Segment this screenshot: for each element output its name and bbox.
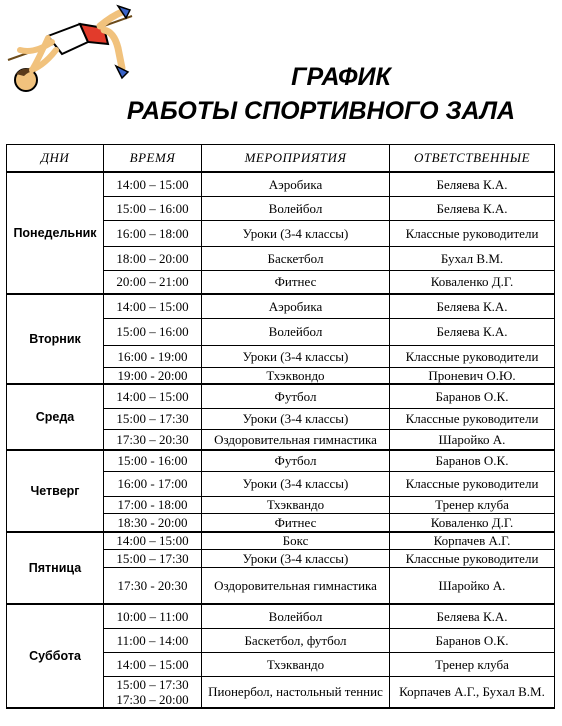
time-cell: 14:00 – 15:00 xyxy=(104,294,202,318)
event-cell: Волейбол xyxy=(202,604,390,628)
event-cell: Аэробика xyxy=(202,172,390,196)
time-cell: 16:00 - 17:00 xyxy=(104,471,202,496)
responsible-cell: Беляева К.А. xyxy=(390,318,555,345)
event-cell: Волейбол xyxy=(202,318,390,345)
table-row xyxy=(7,384,555,408)
event-cell: Баскетбол xyxy=(202,246,390,270)
responsible-cell: Коваленко Д.Г. xyxy=(390,513,555,532)
event-cell: Оздоровительная гимнастика xyxy=(202,567,390,604)
time-cell: 19:00 - 20:00 xyxy=(104,367,202,384)
time-cell: 15:00 – 16:00 xyxy=(104,196,202,220)
event-cell: Фитнес xyxy=(202,513,390,532)
responsible-cell: Шаройко А. xyxy=(390,567,555,604)
time-cell: 16:00 – 18:00 xyxy=(104,220,202,246)
day-name: Среда xyxy=(7,384,104,450)
header-events: МЕРОПРИЯТИЯ xyxy=(202,145,390,173)
table-row xyxy=(7,604,555,628)
time-cell: 15:00 – 17:30 17:30 – 20:00 xyxy=(104,676,202,708)
time-cell: 10:00 – 11:00 xyxy=(104,604,202,628)
event-cell: Уроки (3-4 классы) xyxy=(202,549,390,567)
responsible-cell: Классные руководители xyxy=(390,549,555,567)
title-line-1: ГРАФИК xyxy=(291,63,391,91)
table-row xyxy=(7,294,555,318)
event-cell: Бокс xyxy=(202,532,390,549)
event-cell: Баскетбол, футбол xyxy=(202,628,390,652)
responsible-cell: Классные руководители xyxy=(390,220,555,246)
time-cell: 18:00 – 20:00 xyxy=(104,246,202,270)
event-cell: Фитнес xyxy=(202,270,390,294)
responsible-cell: Корпачев А.Г. xyxy=(390,532,555,549)
event-cell: Тхэквондо xyxy=(202,367,390,384)
time-cell: 15:00 – 17:30 xyxy=(104,408,202,429)
responsible-cell: Баранов О.К. xyxy=(390,450,555,471)
responsible-cell: Проневич О.Ю. xyxy=(390,367,555,384)
responsible-cell: Беляева К.А. xyxy=(390,604,555,628)
title-line-2: РАБОТЫ СПОРТИВНОГО ЗАЛА xyxy=(126,97,516,125)
header-days: ДНИ xyxy=(7,145,104,173)
table-row xyxy=(7,450,555,471)
responsible-cell: Шаройко А. xyxy=(390,429,555,450)
header-time: ВРЕМЯ xyxy=(104,145,202,173)
time-cell: 15:00 - 16:00 xyxy=(104,450,202,471)
responsible-cell: Классные руководители xyxy=(390,408,555,429)
event-cell: Тхэквандо xyxy=(202,496,390,513)
header-responsible: ОТВЕТСТВЕННЫЕ xyxy=(390,145,555,173)
time-cell: 14:00 – 15:00 xyxy=(104,652,202,676)
time-cell: 11:00 – 14:00 xyxy=(104,628,202,652)
event-cell: Футбол xyxy=(202,384,390,408)
responsible-cell: Коваленко Д.Г. xyxy=(390,270,555,294)
responsible-cell: Беляева К.А. xyxy=(390,294,555,318)
event-cell: Аэробика xyxy=(202,294,390,318)
event-cell: Оздоровительная гимнастика xyxy=(202,429,390,450)
time-cell: 15:00 – 17:30 xyxy=(104,549,202,567)
responsible-cell: Тренер клуба xyxy=(390,496,555,513)
responsible-cell: Классные руководители xyxy=(390,345,555,367)
time-cell: 16:00 - 19:00 xyxy=(104,345,202,367)
time-cell: 14:00 – 15:00 xyxy=(104,172,202,196)
day-name: Понедельник xyxy=(7,172,104,294)
responsible-cell: Баранов О.К. xyxy=(390,628,555,652)
responsible-cell: Классные руководители xyxy=(390,471,555,496)
table-row xyxy=(7,172,555,196)
event-cell: Пионербол, настольный теннис xyxy=(202,676,390,708)
event-cell: Тхэквандо xyxy=(202,652,390,676)
day-name: Пятница xyxy=(7,532,104,604)
table-row xyxy=(7,532,555,549)
event-cell: Волейбол xyxy=(202,196,390,220)
event-cell: Уроки (3-4 классы) xyxy=(202,408,390,429)
time-cell: 14:00 – 15:00 xyxy=(104,532,202,549)
time-cell: 15:00 – 16:00 xyxy=(104,318,202,345)
event-cell: Уроки (3-4 классы) xyxy=(202,345,390,367)
time-cell: 20:00 – 21:00 xyxy=(104,270,202,294)
day-name: Вторник xyxy=(7,294,104,384)
header-row xyxy=(7,145,555,173)
schedule-table xyxy=(6,144,555,709)
responsible-cell: Корпачев А.Г., Бухал В.М. xyxy=(390,676,555,708)
time-cell: 17:30 – 20:30 xyxy=(104,429,202,450)
responsible-cell: Бухал В.М. xyxy=(390,246,555,270)
event-cell: Футбол xyxy=(202,450,390,471)
responsible-cell: Тренер клуба xyxy=(390,652,555,676)
time-cell: 17:00 - 18:00 xyxy=(104,496,202,513)
time-cell: 18:30 - 20:00 xyxy=(104,513,202,532)
time-cell: 14:00 – 15:00 xyxy=(104,384,202,408)
event-cell: Уроки (3-4 классы) xyxy=(202,471,390,496)
responsible-cell: Беляева К.А. xyxy=(390,196,555,220)
day-name: Четверг xyxy=(7,450,104,532)
event-cell: Уроки (3-4 классы) xyxy=(202,220,390,246)
day-name: Суббота xyxy=(7,604,104,708)
responsible-cell: Беляева К.А. xyxy=(390,172,555,196)
time-cell: 17:30 - 20:30 xyxy=(104,567,202,604)
responsible-cell: Баранов О.К. xyxy=(390,384,555,408)
